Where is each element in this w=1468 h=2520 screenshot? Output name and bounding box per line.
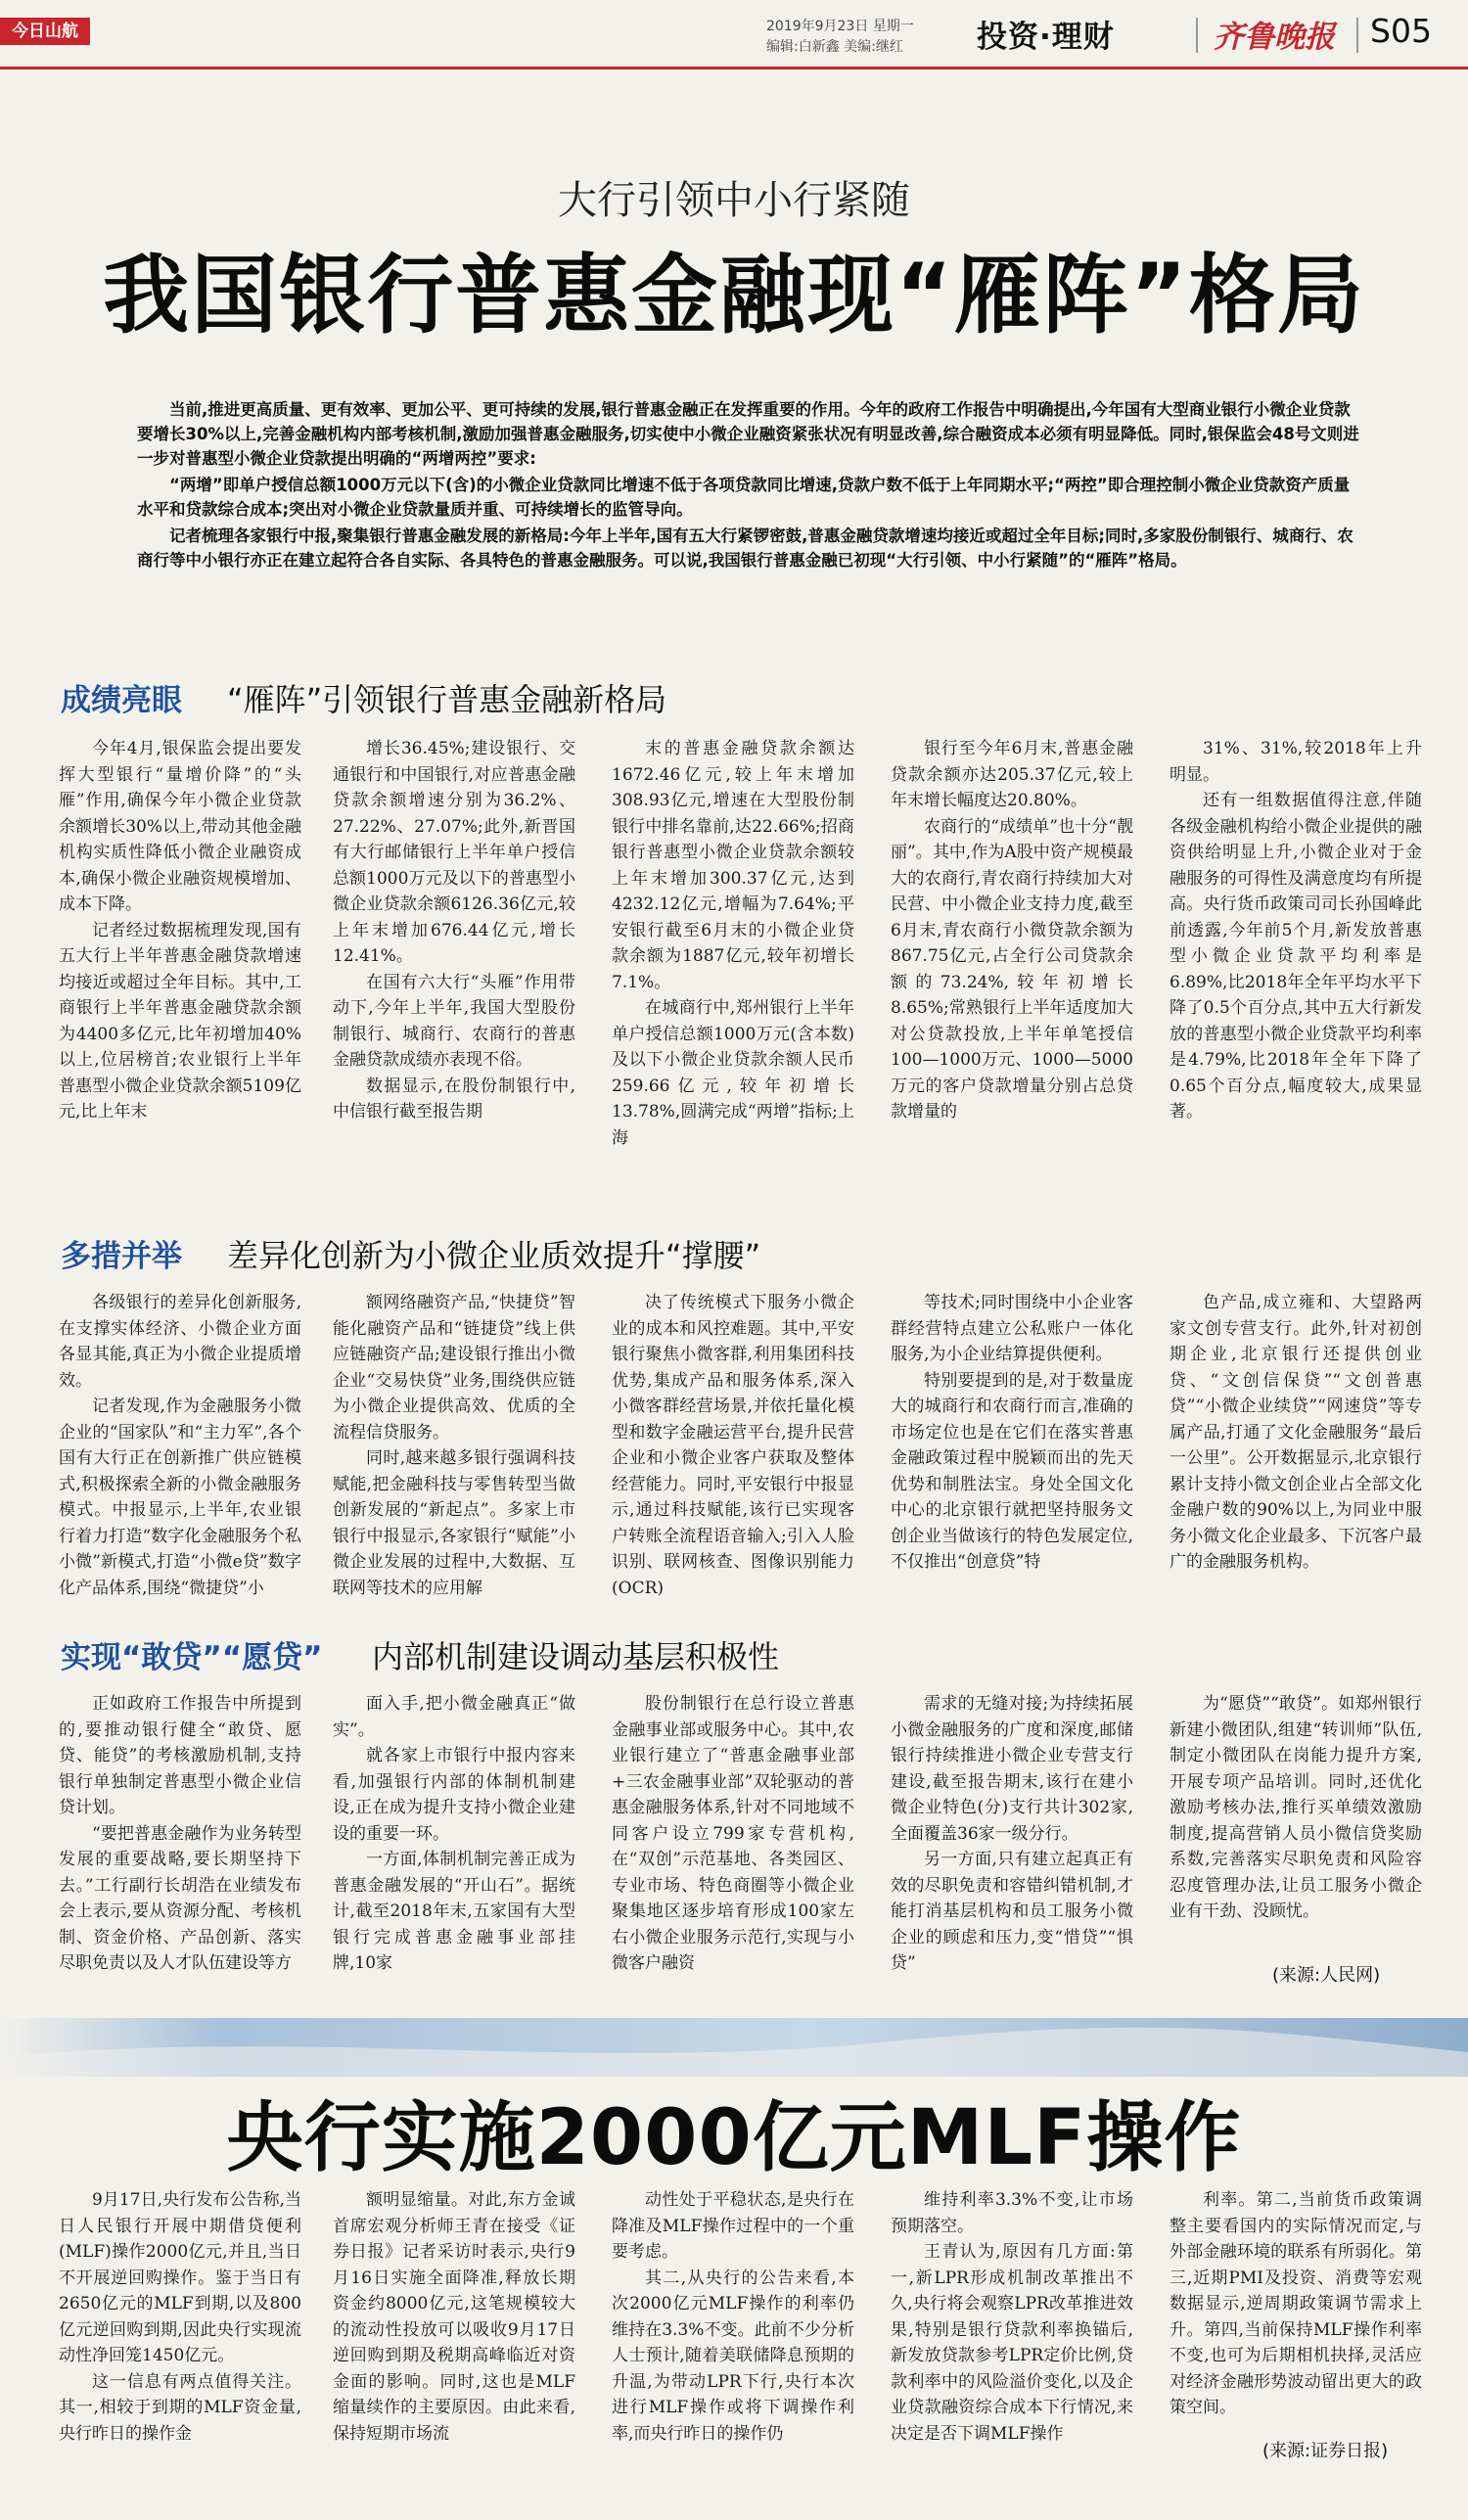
body-paragraph: 王青认为,原因有几方面:第一,新LPR形成机制改革推出不久,央行将会观察LPR改革推进效果,特别是银行贷款利率换锚后,新发放贷款参考LPR定价比例,贷款利率中的风险溢价变化,以及企业贷款融资综合成本下行情况,来决定是否下调MLF操作 <box>891 2242 1133 2444</box>
body-paragraph: 记者发现,作为金融服务小微企业的“国家队”和“主力军”,各个国有大行正在创新推广供应链模式,积极探索全新的小微金融服务模式。中报显示,上半年,农业银行着力打造“数字化金融服务个私小微”新模式,打造“小微e贷”数字化产品体系,围绕“微捷贷”小 <box>59 1397 301 1598</box>
body-paragraph: 各级银行的差异化创新服务,在支撑实体经济、小微企业方面各显其能,真正为小微企业提质增效。 <box>59 1293 301 1391</box>
body-paragraph: 增长36.45%;建设银行、交通银行和中国银行,对应普惠金融贷款余额增速分别为36.2%、27.22%、27.07%;此外,新晋国有大行邮储银行上半年单户授信总额1000万元及以下的普惠型小微企业贷款余额6126.36亿元,较上年末增加676.44亿元,增长12.41%。 <box>333 739 575 966</box>
body-paragraph: 银行至今年6月末,普惠金融贷款余额亦达205.37亿元,较上年末增长幅度达20.80%。 <box>891 739 1133 810</box>
body-paragraph: 9月17日,央行发布公告称,当日人民银行开展中期借贷便利(MLF)操作2000亿元,并且,当日不开展逆回购操作。鉴于当日有2650亿元的MLF到期,以及800亿元逆回购到期,因此央行实现流动性净回笼1450亿元。 <box>59 2190 301 2365</box>
body-paragraph: 还有一组数据值得注意,伴随各级金融机构给小微企业提供的融资供给明显上升,小微企业对于金融服务的可得性及满意度均有所提高。央行货币政策司司长孙国峰此前透露,今年前5个月,新发放普惠型小微企业贷款平均利率是6.89%,比2018年全年平均水平下降了0.5个百分点,其中五大行新发放的普惠型小微企业贷款平均利率是4.79%,比2018年全年下降了0.65个百分点,幅度较大,成果显著。 <box>1170 791 1422 1122</box>
text-column <box>1170 2187 1422 2422</box>
article-headline: 央行实施2000亿元MLF操作 <box>226 2094 1242 2182</box>
decorative-band <box>0 2018 1468 2077</box>
article-source: (来源:人民网) <box>1272 1965 1381 1986</box>
body-paragraph: 等技术;同时围绕中小企业客群经营特点建立公私账户一体化服务,为小企业结算提供便利。 <box>891 1293 1133 1364</box>
newspaper-logo: 齐鲁晚报 <box>1214 20 1335 55</box>
body-paragraph: 额明显缩量。对此,东方金诚首席宏观分析师王青在接受《证券日报》记者采访时表示,央行9月16日实施全面降准,释放长期资金约8000亿元,这笔规模较大的流动性投放可以吸收9月17日逆回购到期及税期高峰临近对资金面的影响。同时,这也是MLF缩量续作的主要原因。由此来看,保持短期市场流 <box>333 2190 575 2444</box>
body-paragraph: 今年4月,银保监会提出要发挥大型银行“量增价降”的“头雁”作用,确保今年小微企业贷款余额增长30%以上,带动其他金融机构实质性降低小微企业融资成本,确保小微企业融资规模增加、成本下降。 <box>59 739 301 914</box>
section-tag: 多措并举 <box>61 1239 182 1274</box>
body-paragraph: 正如政府工作报告中所提到的,要推动银行健全“敢贷、愿贷、能贷”的考核激励机制,支持银行单独制定普惠型小微企业信贷计划。 <box>59 1694 301 1817</box>
text-column <box>891 1290 1133 1623</box>
article-kicker: 大行引领中小行紧随 <box>558 178 910 223</box>
body-paragraph: 记者经过数据梳理发现,国有五大行上半年普惠金融贷款增速均接近或超过全年目标。其中,工商银行上半年普惠金融贷款余额为4400多亿元,比年初增加40%以上,位居榜首;农业银行上半年普惠型小微企业贷款余额5109亿元,比上年末 <box>59 920 301 1122</box>
section-name: 投资·理财 <box>977 20 1115 55</box>
section-tag: 实现“敢贷”“愿贷” <box>61 1640 323 1675</box>
text-column <box>333 736 575 1225</box>
body-paragraph: 一方面,体制机制完善正成为普惠金融发展的“开山石”。据统计,截至2018年末,五家国有大型银行完成普惠金融事业部挂牌,10家 <box>333 1850 575 1973</box>
section-title: “雁阵”引领银行普惠金融新格局 <box>227 681 667 718</box>
body-paragraph: 末的普惠金融贷款余额达1672.46亿元,较上年末增加308.93亿元,增速在大型股份制银行中排名靠前,达22.66%;招商银行普惠型小微企业贷款余额较上年末增加300.37亿元,达到4232.12亿元,增幅为7.64%;平安银行截至6月末的小微企业贷款余额为1887亿元,较年初增长7.1%。 <box>612 739 854 992</box>
divider <box>1356 18 1358 53</box>
header-rule <box>0 67 1468 69</box>
text-column <box>59 1290 301 1623</box>
text-column <box>59 2187 301 2461</box>
body-paragraph: 额网络融资产品,“快捷贷”智能化融资产品和“链捷贷”线上供应链融资产品;建设银行推出小微企业“交易快贷”业务,围绕供应链为小微企业提供高效、优质的全流程信贷服务。 <box>333 1293 575 1443</box>
text-column <box>333 2187 575 2461</box>
body-paragraph: 农商行的“成绩单”也十分“靓丽”。其中,作为A股中资产规模最大的农商行,青农商行持续加大对民营、中小微企业支持力度,截至6月末,青农商行小微贷款余额为867.75亿元,占全行公司贷款余额的73.24%,较年初增长8.65%;常熟银行上半年适度加大对公贷款投放,上半年单笔授信100—1000万元、1000—5000万元的客户贷款增量分别占总贷款增量的 <box>891 816 1133 1122</box>
text-column <box>1170 736 1422 1225</box>
section-tag: 成绩亮眼 <box>61 683 182 718</box>
body-paragraph: 其二,从央行的公告来看,本次2000亿元MLF操作的利率仍维持在3.3%不变。此前不少分析人士预计,随着美联储降息预期的升温,为带动LPR下行,央行本次进行MLF操作或将下调操作利率,而央行昨日的操作仍 <box>612 2268 854 2444</box>
text-column <box>612 736 854 1225</box>
text-column <box>333 1290 575 1623</box>
article-lead <box>137 397 1360 574</box>
body-paragraph: 利率。第二,当前货币政策调整主要看国内的实际情况而定,与外部金融环境的联系有所弱化。第三,近期PMI及投资、消费等宏观数据显示,逆周期政策调节需求上升。第四,当前保持MLF操作利率不变,也可为后期相机抉择,灵活应对经济金融形势波动留出更大的政策空间。 <box>1170 2190 1422 2417</box>
issue-date: 2019年9月23日 星期一 <box>766 19 914 34</box>
body-paragraph: “要把普惠金融作为业务转型发展的重要战略,要长期坚持下去。”工行副行长胡浩在业绩发布会上表示,要从资源分配、考核机制、资金价格、产品创新、落实尽职免责以及人才队伍建设等方 <box>59 1823 301 1973</box>
text-column <box>59 736 301 1225</box>
lead-paragraph: 当前,推进更高质量、更有效率、更加公平、更可持续的发展,银行普惠金融正在发挥重要的作用。今年的政府工作报告中明确提出,今年国有大型商业银行小微企业贷款要增长30%以上,完善金融机构内部考核机制,激励加强普惠金融服务,切实使中小微企业融资紧张状况有明显改善,综合融资成本必须有明显降低。同时,银保监会48号文则进一步对普惠型小微企业贷款提出明确的“两增两控”要求: <box>137 400 1359 468</box>
text-column <box>1170 1691 1422 1951</box>
text-column <box>891 1691 1133 2006</box>
body-paragraph: 在国有六大行“头雁”作用带动下,今年上半年,我国大型股份制银行、城商行、农商行的普惠金融贷款成绩亦表现不俗。 <box>333 972 575 1070</box>
page-number: S05 <box>1370 12 1432 50</box>
body-paragraph: 为“愿贷”“敢贷”。如郑州银行新建小微团队,组建“转训师”队伍,制定小微团队在岗能力提升方案,开展专项产品培训。同时,还优化激励考核办法,推行买单绩效激励制度,提高营销人员小微信贷奖励系数,完善落实尽职免责和风险容忍度管理办法,让员工服务小微企业有干劲、没顾忧。 <box>1170 1694 1422 1921</box>
body-paragraph: 色产品,成立雍和、大望路两家文创专营支行。此外,针对初创期企业,北京银行还提供创业贷、“文创信保贷”“文创普惠贷”“小微企业续贷”“网速贷”等专属产品,打通了文化金融服务“最后一公里”。公开数据显示,北京银行累计支持小微文创企业占全部文化金融户数的90%以上,为同业中服务小微文化企业最多、下沉客户最广的金融服务机构。 <box>1170 1293 1422 1572</box>
text-column <box>891 2187 1133 2461</box>
lead-paragraph: “两增”即单户授信总额1000万元以下(含)的小微企业贷款同比增速不低于各项贷款同比增速,贷款户数不低于上年同期水平;“两控”即合理控制小微企业贷款资产质量水平和贷款综合成本;突出对小微企业贷款量质并重、可持续增长的监管导向。 <box>137 476 1351 519</box>
article-source: (来源:证券日报) <box>1262 2441 1389 2461</box>
body-paragraph: 在城商行中,郑州银行上半年单户授信总额1000万元(含本数)及以下小微企业贷款余额人民币259.66亿元,较年初增长13.78%,圆满完成“两增”指标;上海 <box>612 998 854 1148</box>
body-paragraph: 动性处于平稳状态,是央行在降准及MLF操作过程中的一个重要考虑。 <box>612 2190 854 2262</box>
body-paragraph: 就各家上市银行中报内容来看,加强银行内部的体制机制建设,正在成为提升支持小微企业建设的重要一环。 <box>333 1746 575 1844</box>
body-paragraph: 另一方面,只有建立起真正有效的尽职免责和容错纠错机制,才能打消基层机构和员工服务小微企业的顾虑和压力,变“惜贷”“惧贷” <box>891 1850 1133 1973</box>
page-header <box>0 0 1468 65</box>
body-paragraph: 同时,越来越多银行强调科技赋能,把金融科技与零售转型当做创新发展的“新起点”。多家上市银行中报显示,各家银行“赋能”小微企业发展的过程中,大数据、互联网等技术的应用解 <box>333 1448 575 1598</box>
body-paragraph: 面入手,把小微金融真正“做实”。 <box>333 1694 575 1740</box>
text-column <box>612 2187 854 2461</box>
body-paragraph: 特别要提到的是,对于数量庞大的城商行和农商行而言,准确的市场定位也是在它们在落实普惠金融政策过程中脱颖而出的先天优势和制胜法宝。身处全国文化中心的北京银行就把坚持服务文创企业当做该行的特色发展定位,不仅推出“创意贷”特 <box>891 1370 1133 1572</box>
body-paragraph: 数据显示,在股份制银行中,中信银行截至报告期 <box>333 1076 575 1122</box>
body-paragraph: 需求的无缝对接;为持续拓展小微金融服务的广度和深度,邮储银行持续推进小微企业专营支行建设,截至报告期末,该行在建小微企业特色(分)支行共计302家,全面覆盖36家一级分行。 <box>891 1694 1133 1844</box>
text-column <box>612 1691 854 2006</box>
text-column <box>612 1290 854 1623</box>
text-column <box>333 1691 575 2006</box>
body-paragraph: 维持利率3.3%不变,让市场预期落空。 <box>891 2190 1133 2236</box>
text-column <box>1170 1290 1422 1623</box>
section-title: 差异化创新为小微企业质效提升“撑腰” <box>227 1237 761 1274</box>
text-column <box>59 1691 301 2006</box>
body-paragraph: 决了传统模式下服务小微企业的成本和风控难题。其中,平安银行聚焦小微客群,利用集团科技优势,集成产品和服务体系,深入小微客群经营场景,并依托量化模型和数字金融运营平台,提升民营企业和小微企业客户获取及整体经营能力。同时,平安银行中报显示,通过科技赋能,该行已实现客户转账全流程语音输入;引入人脸识别、联网核查、图像识别能力(OCR) <box>612 1293 854 1598</box>
column-tag: 今日山航 <box>0 18 90 45</box>
text-column <box>891 736 1133 1225</box>
body-paragraph: 这一信息有两点值得关注。其一,相较于到期的MLF资金量,央行昨日的操作金 <box>59 2371 301 2444</box>
section-title: 内部机制建设调动基层积极性 <box>372 1638 780 1675</box>
article-headline: 我国银行普惠金融现“雁阵”格局 <box>103 245 1365 345</box>
lead-paragraph: 记者梳理各家银行中报,聚集银行普惠金融发展的新格局:今年上半年,国有五大行紧锣密鼓,普惠金融贷款增速均接近或超过全年目标;同时,多家股份制银行、城商行、农商行等中小银行亦正在建立起符合各自实际、各具特色的普惠金融服务。可以说,我国银行普惠金融已初现“大行引领、中小行紧随”的“雁阵”格局。 <box>137 527 1353 570</box>
editor-credit: 编辑:白新鑫 美编:继红 <box>766 39 903 55</box>
body-paragraph: 31%、31%,较2018年上升明显。 <box>1170 739 1422 785</box>
divider <box>1196 18 1198 53</box>
body-paragraph: 股份制银行在总行设立普惠金融事业部或服务中心。其中,农业银行建立了“普惠金融事业部+三农金融事业部”双轮驱动的普惠金融服务体系,针对不同地域不同客户设立799家专营机构,在“双创”示范基地、各类园区、专业市场、特色商圈等小微企业聚集地区逐步培育形成100家左右小微企业服务示范行,实现与小微客户融资 <box>612 1694 854 1973</box>
